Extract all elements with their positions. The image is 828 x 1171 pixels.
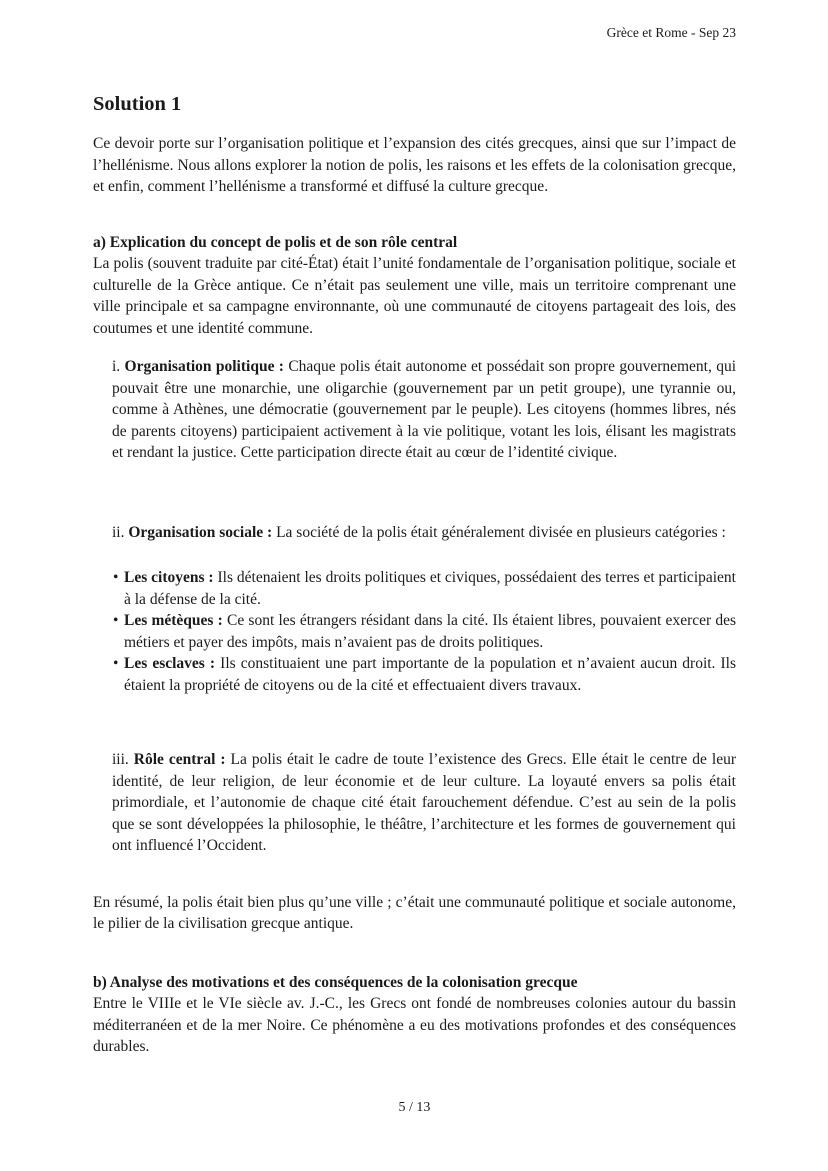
list-item-label: Les esclaves :	[124, 655, 216, 672]
subitem-i-label: Organisation politique :	[124, 358, 284, 375]
intro-paragraph: Ce devoir porte sur l’organisation politique et l’expansion des cités grecques, ainsi que sur l’impact de l’hellénisme. Nous allons explorer la notion de polis, les raisons et les effets de la colonisation grecque, et enfin, comment l’hellénisme a transformé et diffusé la culture grecque.	[93, 135, 736, 195]
list-item-body: Ils constituaient une part importante de la population et n’avaient aucun droit. Ils étaient la propriété de citoyens ou de la cité et effectuaient divers travaux.	[124, 655, 737, 694]
list-item-text	[124, 653, 736, 696]
section-a-body: La polis (souvent traduite par cité-État) était l’unité fondamentale de l’organisation politique, sociale et culturelle de la Grèce antique. Ce n’était pas seulement une ville, mais un territoire comprenant une ville principale et sa campagne environnante, où une communauté de citoyens partageait des lois, des coutumes et une identité commune.	[93, 255, 736, 337]
header-course-label: Grèce et Rome - Sep 23	[606, 25, 736, 40]
subitem-organisation-politique	[93, 356, 736, 464]
bullet-icon: •	[113, 655, 119, 672]
page-number: 5 / 13	[398, 1099, 431, 1115]
list-item-meteques	[113, 610, 736, 653]
list-item-label: Les métèques :	[124, 612, 223, 629]
list-item-label: Les citoyens :	[124, 569, 214, 586]
list-item-text	[124, 610, 736, 653]
page-footer	[93, 1099, 736, 1117]
subitem-iii-marker: iii.	[112, 751, 129, 768]
section-b-heading: b) Analyse des motivations et des conséquences de la colonisation grecque	[93, 973, 578, 991]
social-categories-list	[93, 567, 736, 696]
bullet-icon: •	[113, 612, 119, 629]
list-item-citoyens	[113, 567, 736, 610]
section-b	[93, 972, 736, 1058]
subitem-ii-marker: ii.	[112, 523, 125, 541]
list-item-esclaves	[113, 653, 736, 696]
subitem-ii-text: La société de la polis était généralement divisée en plusieurs catégories :	[276, 523, 726, 541]
list-item-text	[124, 567, 736, 610]
bullet-icon: •	[113, 569, 119, 586]
section-a	[93, 232, 736, 935]
subitem-organisation-sociale	[93, 522, 736, 544]
list-item-body: Ils détenaient les droits politiques et civiques, possédaient des terres et participaient à la défense de la cité.	[124, 569, 736, 608]
section-a-heading: a) Explication du concept de polis et de son rôle central	[93, 233, 458, 251]
subitem-iii-label: Rôle central :	[133, 751, 226, 768]
page-header	[0, 0, 828, 41]
subitem-role-central	[93, 749, 736, 857]
subitem-i-text: Chaque polis était autonome et possédait son propre gouvernement, qui pouvait être une monarchie, une oligarchie (gouvernement par un petit groupe), une tyrannie ou, comme à Athènes, une démocratie (gouvernement par le peuple). Les citoyens (hommes libres, nés de parents citoyens) participaient activement à la vie politique, votant les lois, élisant les magistrats et rendant la justice. Cette participation directe était au cœur de l’identité civique.	[112, 358, 737, 461]
subitem-i-marker: i.	[112, 358, 121, 375]
section-a-summary: En résumé, la polis était bien plus qu’une ville ; c’était une communauté politique et sociale autonome, le pilier de la civilisation grecque antique.	[93, 893, 736, 932]
document-content	[0, 92, 828, 1117]
section-b-body: Entre le VIIIe et le VIe siècle av. J.-C., les Grecs ont fondé de nombreuses colonies autour du bassin méditerranéen et de la mer Noire. Ce phénomène a eu des motivations profondes et des conséquences durables.	[93, 995, 736, 1055]
solution-title: Solution 1	[93, 93, 182, 115]
subitem-iii-text: La polis était le cadre de toute l’existence des Grecs. Elle était le centre de leur identité, de leur religion, de leur économie et de leur culture. La loyauté envers sa polis était primordiale, et l’autonomie de chaque cité était farouchement défendue. C’est au sein de la polis que se sont développées la philosophie, le théâtre, l’architecture et les formes de gouvernement qui ont influencé l’Occident.	[112, 751, 736, 854]
list-item-body: Ce sont les étrangers résidant dans la cité. Ils étaient libres, pouvaient exercer des métiers et payer des impôts, mais n’avaient pas de droits politiques.	[124, 612, 737, 651]
subitem-ii-label: Organisation sociale :	[128, 523, 273, 541]
